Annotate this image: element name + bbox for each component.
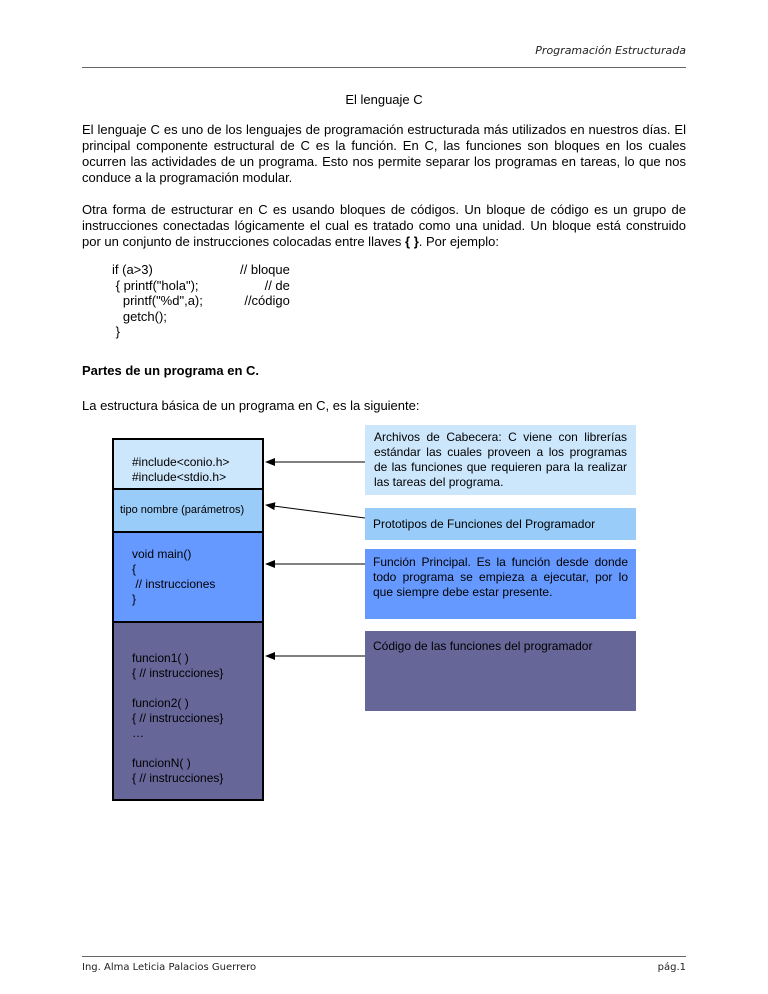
header-files-note: Archivos de Cabecera: C viene con librerías estándar las cuales proveen a los programas de las funciones que requieren para la realizar las tareas del programa. <box>365 425 636 495</box>
main-function-block: void main() { // instrucciones } <box>112 531 264 621</box>
paragraph-blocks-text: Otra forma de estructurar en C es usando bloques de códigos. Un bloque de código es un grupo de instrucciones conectadas lógicamente el cual es tratado como una unidad. Un bloque está construido por un conjunto de instrucciones colocadas entre llaves <box>82 202 686 249</box>
section-heading: Partes de un programa en C. <box>82 363 259 378</box>
prototype-block: tipo nombre (parámetros) <box>112 488 264 531</box>
footer-divider <box>82 956 686 957</box>
structure-intro: La estructura básica de un programa en C, es la siguiente: <box>82 398 420 413</box>
user-functions-block: funcion1( ) { // instrucciones} funcion2( ) { // instrucciones} … funcionN( ) { // instrucciones} <box>112 621 264 801</box>
footer-author: Ing. Alma Leticia Palacios Guerrero <box>82 962 257 973</box>
header-title: Programación Estructurada <box>535 44 686 57</box>
prototype-note: Prototipos de Funciones del Programador <box>365 508 636 540</box>
user-functions-note: Código de las funciones del programador <box>365 631 636 711</box>
footer-page-number: pág.1 <box>657 962 686 973</box>
code-comments: // bloque // de //código <box>240 262 290 308</box>
header-files-block: #include<conio.h> #include<stdio.h> <box>112 438 264 488</box>
code-example: if (a>3) { printf("hola"); printf("%d",a); getch(); } <box>112 262 203 339</box>
arrow-prototype <box>266 505 365 518</box>
page-title: El lenguaje C <box>345 92 423 107</box>
paragraph-intro: El lenguaje C es uno de los lenguajes de programación estructurada más utilizados en nuestros días. El principal componente estructural de C es la función. En C, las funciones son bloques en los cuales ocurren las actividades de un programa. Esto nos permite separar los programas en tareas, lo que nos conduce a la programación modular. <box>82 122 686 185</box>
paragraph-blocks-tail: . Por ejemplo: <box>418 234 499 249</box>
main-function-note: Función Principal. Es la función desde donde todo programa se empieza a ejecutar, por lo que siempre debe estar presente. <box>365 549 636 619</box>
braces-text: { } <box>405 234 419 249</box>
